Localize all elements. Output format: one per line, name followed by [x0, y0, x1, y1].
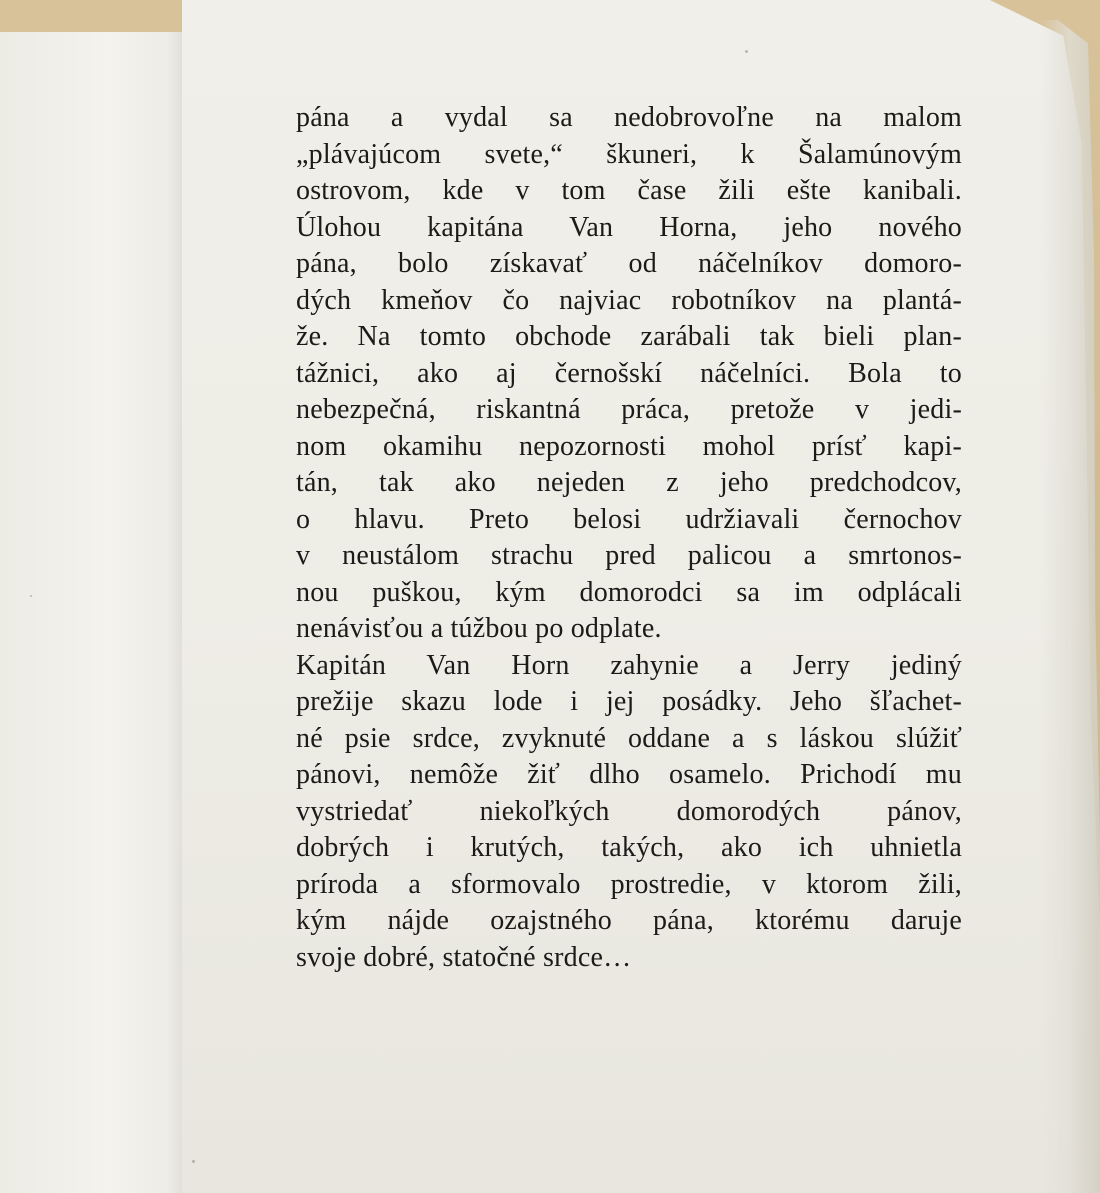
text-line: dých kmeňov čo najviac robotníkov na plantá-	[296, 284, 962, 316]
text-line: o hlavu. Preto belosi udržiavali černochov	[296, 503, 962, 535]
text-line: nebezpečná, riskantná práca, pretože v jedi-	[296, 394, 962, 425]
paper-speck	[745, 50, 748, 53]
text-line: ostrovom, kde v tom čase žili ešte kanibali.	[296, 175, 962, 206]
text-line: Úlohou kapitána Van Horna, jeho nového	[296, 211, 962, 243]
text-line: tážnici, ako aj černošskí náčelníci. Bola to	[296, 357, 962, 389]
text-line: nou puškou, kým domorodci sa im odplácali	[296, 576, 962, 608]
text-line: pána a vydal sa nedobrovoľne na malom	[296, 102, 962, 133]
text-line: príroda a sformovalo prostredie, v ktorom žili,	[296, 868, 962, 900]
text-line: v neustálom strachu pred palicou a smrtonos-	[296, 540, 962, 571]
book-text-block	[296, 100, 962, 976]
text-line: kým nájde ozajstného pána, ktorému daruje	[296, 905, 962, 936]
page-worn-edge	[1040, 20, 1100, 1193]
text-line: nenávisťou a túžbou po odplate.	[296, 613, 662, 644]
text-line: pánovi, nemôže žiť dlho osamelo. Prichodí mu	[296, 759, 962, 790]
text-line: vystriedať niekoľkých domorodých pánov,	[296, 795, 962, 827]
text-line: dobrých i krutých, takých, ako ich uhnietla	[296, 832, 962, 863]
text-line: prežije skazu lode i jej posádky. Jeho šľachet-	[296, 686, 962, 717]
text-line: svoje dobré, statočné srdce…	[296, 941, 632, 973]
text-line: Kapitán Van Horn zahynie a Jerry jediný	[296, 649, 962, 681]
text-line: nom okamihu nepozornosti mohol prísť kapi-	[296, 430, 962, 462]
paper-speck	[192, 1160, 195, 1163]
text-line: né psie srdce, zvyknuté oddane a s láskou slúžiť	[296, 722, 962, 754]
paper-speck	[30, 595, 32, 597]
text-line: „plávajúcom svete,“ škuneri, k Šalamúnovým	[296, 138, 962, 170]
text-line: tán, tak ako nejeden z jeho predchodcov,	[296, 467, 962, 498]
text-line: že. Na tomto obchode zarábali tak bieli plan-	[296, 321, 962, 352]
text-line: pána, bolo získavať od náčelníkov domoro-	[296, 248, 962, 279]
